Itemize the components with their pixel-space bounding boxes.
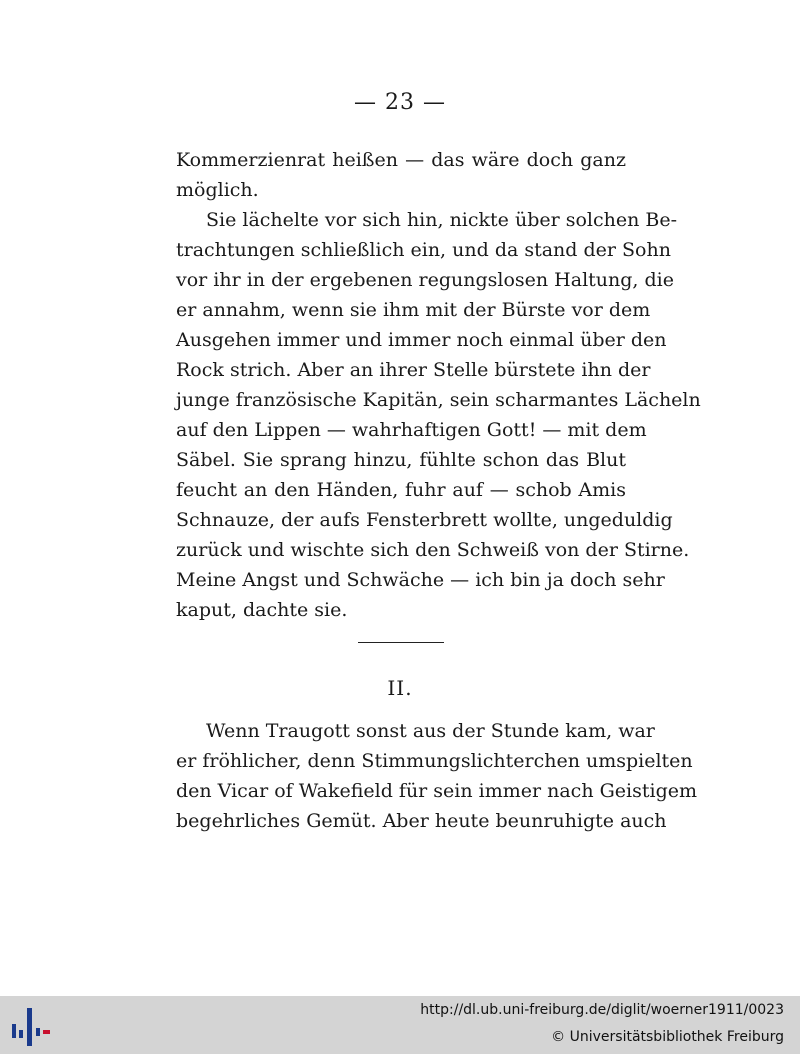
text-line: trachtungen schließlich ein, und da stand der Sohn: [176, 239, 671, 261]
text-line: Wenn Traugott sonst aus der Stunde kam, war: [206, 720, 655, 742]
text-line: Säbel. Sie sprang hinzu, fühlte schon das Blut: [176, 449, 626, 471]
text-line: Schnauze, der aufs Fensterbrett wollte, ungeduldig: [176, 509, 673, 531]
text-line: begehrliches Gemüt. Aber heute beunruhigte auch: [176, 810, 667, 832]
body-text-bottom: [176, 716, 697, 836]
ub-freiburg-logo-icon[interactable]: [10, 1004, 52, 1048]
logo-bar: [12, 1024, 16, 1038]
text-line: Rock strich. Aber an ihrer Stelle bürstete ihn der: [176, 359, 651, 381]
logo-bar: [19, 1030, 23, 1038]
text-line: zurück und wischte sich den Schweiß von der Stirne.: [176, 539, 690, 561]
text-line: feucht an den Händen, fuhr auf — schob Amis: [176, 479, 626, 501]
text-line: er fröhlicher, denn Stimmungslichterchen umspielten: [176, 750, 693, 772]
text-line: Sie lächelte vor sich hin, nickte über solchen Be-: [206, 209, 678, 231]
text-line: möglich.: [176, 179, 259, 201]
text-line: junge französische Kapitän, sein scharmantes Lächeln: [176, 389, 701, 411]
text-line: den Vicar of Wakefield für sein immer nach Geistigem: [176, 780, 697, 802]
text-line: kaput, dachte sie.: [176, 599, 348, 621]
body-text-top: [176, 145, 701, 625]
text-line: Ausgehen immer und immer noch einmal über den: [176, 329, 667, 351]
chapter-heading: II.: [387, 676, 413, 700]
source-url-link[interactable]: http://dl.ub.uni-freiburg.de/diglit/woerner1911/0023: [420, 1002, 784, 1018]
text-line: vor ihr in der ergebenen regungslosen Haltung, die: [176, 269, 674, 291]
logo-bar: [27, 1008, 32, 1046]
text-line: auf den Lippen — wahrhaftigen Gott! — mit dem: [176, 419, 647, 441]
logo-bar: [36, 1028, 40, 1036]
page-number: — 23 —: [354, 90, 446, 115]
section-divider: [358, 642, 444, 643]
text-line: Meine Angst und Schwäche — ich bin ja doch sehr: [176, 569, 665, 591]
footer-bar: [0, 996, 800, 1054]
text-line: er annahm, wenn sie ihm mit der Bürste vor dem: [176, 299, 651, 321]
copyright-text: © Universitätsbibliothek Freiburg: [551, 1029, 784, 1045]
logo-accent: [43, 1030, 50, 1034]
text-line: Kommerzienrat heißen — das wäre doch ganz: [176, 149, 626, 171]
